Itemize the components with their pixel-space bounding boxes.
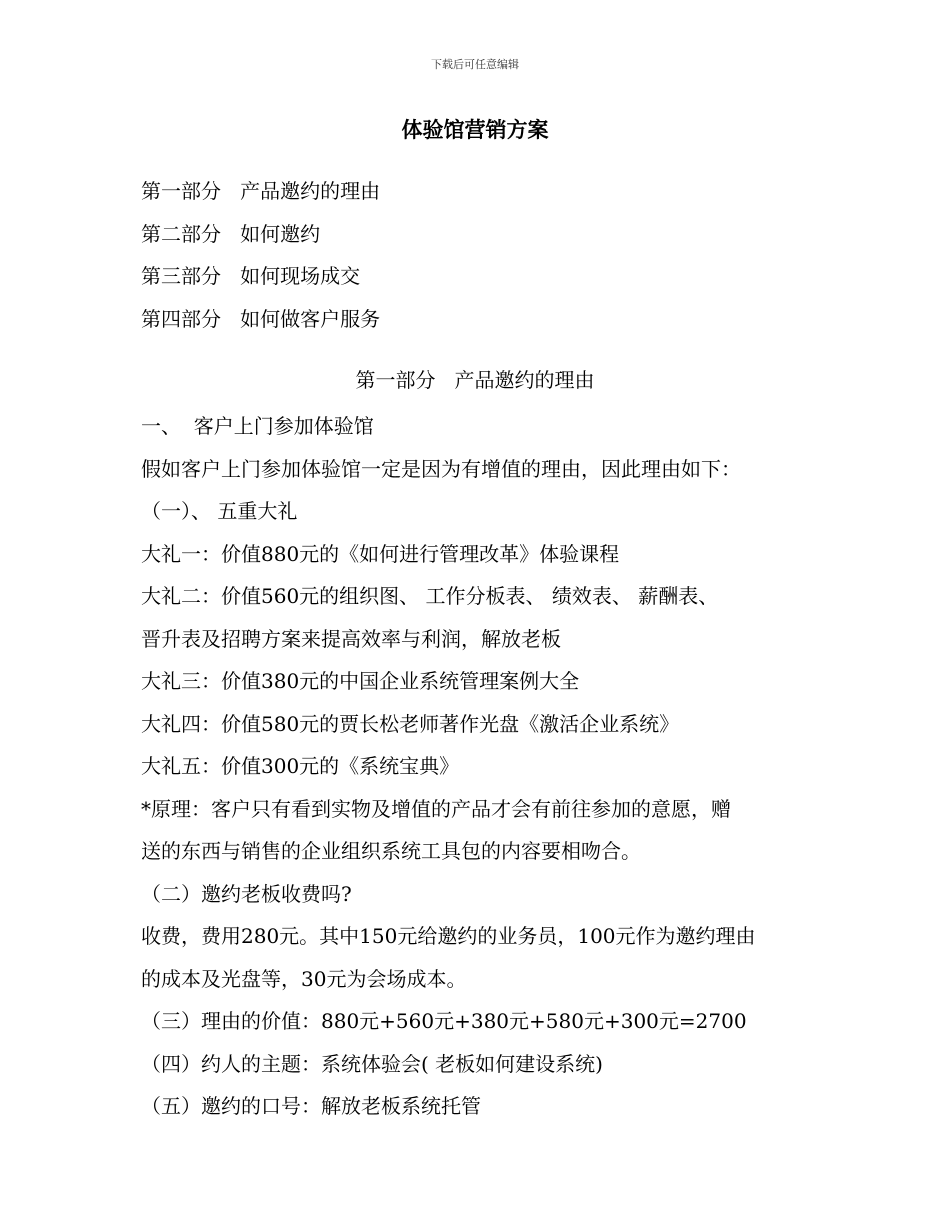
fee-paragraph-continued: 的成本及光盘等，30元为会场成本。 — [141, 966, 467, 991]
section-body — [141, 405, 821, 1128]
toc-item-text: 如何做客户服务 — [240, 306, 381, 331]
document-title: 体验馆营销方案 — [401, 118, 549, 142]
toc-item-label: 第四部分 — [141, 306, 221, 331]
list-heading: （一）、 五重大礼 — [141, 499, 298, 523]
toc-item-label: 第一部分 — [141, 179, 221, 203]
toc-item-2 — [141, 213, 380, 256]
section-heading — [0, 364, 950, 393]
toc-item-text: 如何现场成交 — [240, 264, 361, 288]
table-of-contents — [141, 170, 380, 340]
toc-item-1 — [141, 170, 380, 213]
paragraph-line: 假如客户上门参加体验馆一定是因为有增值的理由，因此理由如下： — [141, 456, 741, 481]
section-heading-label: 第一部分 — [355, 368, 436, 392]
toc-item-label: 第三部分 — [141, 264, 221, 288]
gift-item-2: 大礼二：价值560元的组织图、 工作分板表、 绩效表、 薪酬表、 — [141, 584, 719, 608]
gift-item-3: 大礼三：价值380元的中国企业系统管理案例大全 — [141, 669, 580, 693]
gift-item-4: 大礼四：价值580元的贾长松老师著作光盘《激活企业系统》 — [141, 711, 680, 736]
slogan-line: （五）邀约的口号：解放老板系统托管 — [141, 1094, 481, 1118]
principle-note: *原理：客户只有看到实物及增值的产品才会有前往参加的意愿，赠 — [141, 796, 731, 821]
gift-item-1: 大礼一：价值880元的《如何进行管理改革》体验课程 — [141, 541, 620, 566]
theme-line: （四）约人的主题：系统体验会( 老板如何建设系统) — [141, 1051, 603, 1076]
gift-item-5: 大礼五：价值300元的《系统宝典》 — [141, 754, 460, 778]
section-heading-text: 产品邀约的理由 — [454, 368, 595, 392]
list-heading: （二）邀约老板收费吗? — [141, 881, 352, 906]
gift-item-2-continued: 晋升表及招聘方案来提高效率与利润，解放老板 — [141, 626, 561, 651]
toc-item-text: 如何邀约 — [240, 221, 321, 246]
page-header-note: 下载后可任意编辑 — [431, 58, 519, 71]
toc-item-text: 产品邀约的理由 — [240, 179, 381, 203]
principle-note-continued: 送的东西与销售的企业组织系统工具包的内容要相吻合。 — [141, 839, 641, 863]
fee-paragraph: 收费，费用280元。其中150元给邀约的业务员，100元作为邀约理由 — [141, 924, 756, 948]
toc-item-4 — [141, 298, 380, 341]
toc-item-3 — [141, 255, 380, 298]
toc-item-label: 第二部分 — [141, 221, 221, 246]
value-line: （三）理由的价值：880元+560元+380元+580元+300元=2700 — [141, 1009, 747, 1033]
subsection-heading: 一、 客户上门参加体验馆 — [141, 414, 374, 438]
